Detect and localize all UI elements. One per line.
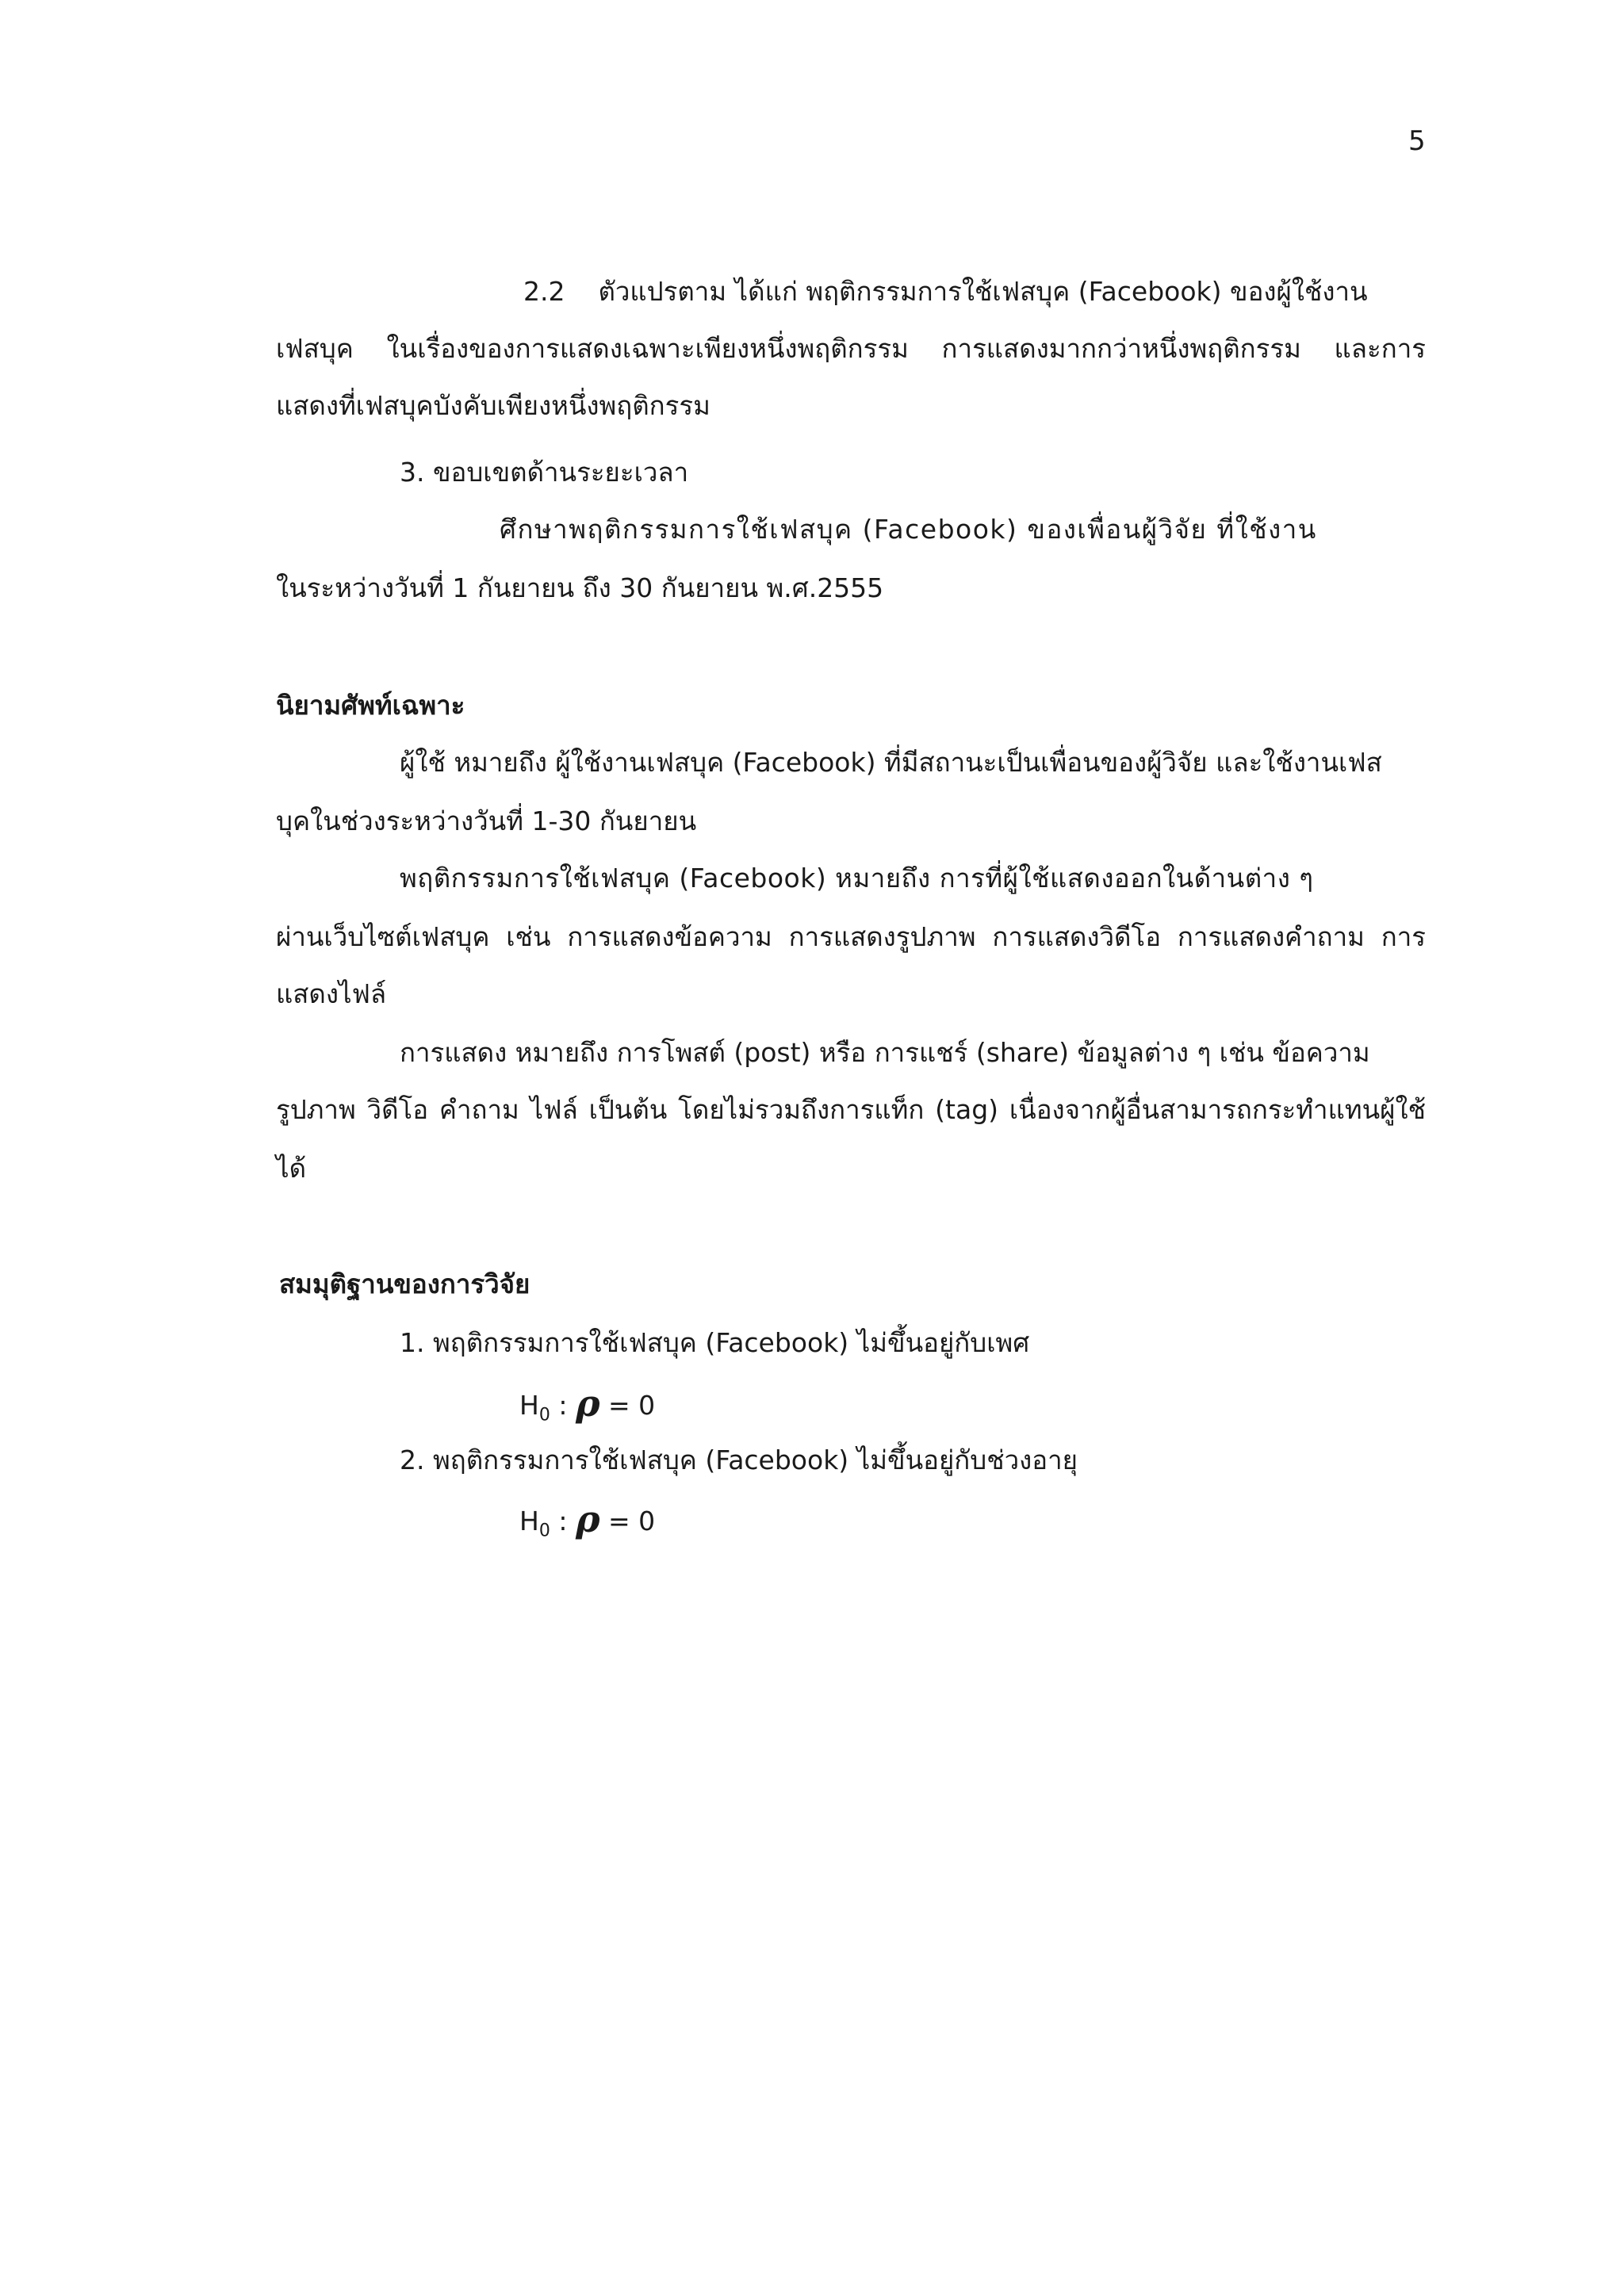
hypothesis-1-text: 1. พฤติกรรมการใช้เฟสบุค (Facebook) ไม่ขึ้นอยู่กับเพศ [400, 1327, 1030, 1358]
hypothesis-2-formula-rest: = 0 [599, 1506, 656, 1536]
definition-display-line-1: การแสดง หมายถึง การโพสต์ (post) หรือ การแชร์ (share) ข้อมูลต่าง ๆ เช่น ข้อความ [400, 1037, 1370, 1068]
scope-item-2-2-line-3: แสดงที่เฟสบุคบังคับเพียงหนึ่งพฤติกรรม [276, 390, 710, 421]
scope-item-2-2-number: 2.2 [523, 276, 565, 307]
hypothesis-1-formula-colon: : [550, 1390, 576, 1421]
page-number: 5 [1408, 125, 1426, 157]
definition-display-line-2: รูปภาพ วิดีโอ คำถาม ไฟล์ เป็นต้น โดยไม่รวมถึงการแท็ก (tag) เนื่องจากผู้อื่นสามารถกระทำแทนผู้ใช้ [276, 1094, 1426, 1125]
hypothesis-1-formula-h: H [519, 1390, 539, 1421]
definition-behavior-line-2: ผ่านเว็บไซต์เฟสบุค เช่น การแสดงข้อความ การแสดงรูปภาพ การแสดงวิดีโอ การแสดงคำถาม การ [276, 921, 1426, 952]
hypothesis-2-text: 2. พฤติกรรมการใช้เฟสบุค (Facebook) ไม่ขึ้นอยู่กับช่วงอายุ [400, 1445, 1078, 1475]
scope-item-2-2-line-1 [523, 263, 1368, 320]
hypothesis-1-formula-sub: 0 [538, 1405, 550, 1425]
scope-item-3-line-2: ในระหว่างวันที่ 1 กันยายน ถึง 30 กันยายน พ.ศ.2555 [276, 572, 884, 603]
rho-symbol: ρ [575, 1498, 600, 1540]
hypothesis-1-formula-rest: = 0 [599, 1390, 656, 1421]
scope-item-2-2-line-2: เฟสบุค ในเรื่องของการแสดงเฉพาะเพียงหนึ่งพฤติกรรม การแสดงมากกว่าหนึ่งพฤติกรรม และการ [276, 333, 1426, 364]
hypothesis-2-formula-h: H [519, 1506, 539, 1536]
hypotheses-heading: สมมุติฐานของการวิจัย [279, 1269, 530, 1299]
definition-behavior-line-1: พฤติกรรมการใช้เฟสบุค (Facebook) หมายถึง การที่ผู้ใช้แสดงออกในด้านต่าง ๆ [400, 863, 1314, 894]
definition-behavior-line-3: แสดงไฟล์ [276, 978, 387, 1009]
hypothesis-2-formula-colon: : [550, 1506, 576, 1536]
scope-item-2-2-text-1: ตัวแปรตาม ได้แก่ พฤติกรรมการใช้เฟสบุค (Facebook) ของผู้ใช้งาน [598, 276, 1368, 307]
definition-user-line-2: บุคในช่วงระหว่างวันที่ 1-30 กันยายน [276, 806, 697, 836]
rho-symbol: ρ [575, 1382, 600, 1425]
hypothesis-2-formula [519, 1490, 655, 1560]
definition-display-line-3: ได้ [276, 1153, 307, 1184]
hypothesis-2-formula-sub: 0 [538, 1521, 550, 1541]
definition-user-line-1: ผู้ใช้ หมายถึง ผู้ใช้งานเฟสบุค (Facebook) ที่มีสถานะเป็นเพื่อนของผู้วิจัย และใช้งานเฟส [400, 747, 1382, 778]
scope-item-3-line-1: ศึกษาพฤติกรรมการใช้เฟสบุค (Facebook) ของเพื่อนผู้วิจัย ที่ใช้งาน [500, 514, 1317, 545]
scope-item-3-title: 3. ขอบเขตด้านระยะเวลา [400, 457, 689, 488]
definitions-heading: นิยามศัพท์เฉพาะ [276, 690, 465, 721]
